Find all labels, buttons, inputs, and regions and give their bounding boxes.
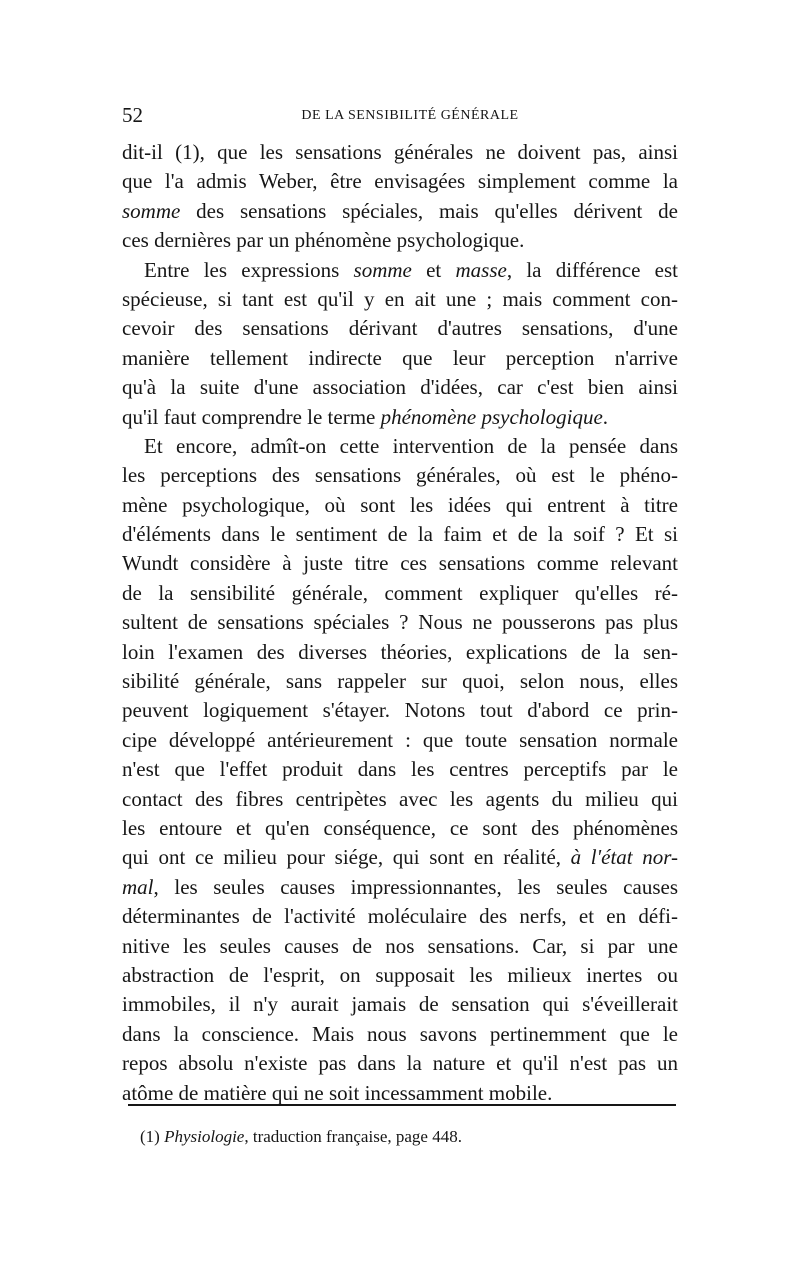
- text-line: dit-il (1), que les sensations générales ne doivent pas, ainsi: [122, 140, 678, 164]
- body-text: [122, 138, 678, 1108]
- text-line: que l'a admis Weber, être envisagées simplement comme la: [122, 169, 678, 194]
- text-line: qu'à la suite d'une association d'idées, car c'est bien ainsi: [122, 375, 678, 400]
- text-line: repos absolu n'existe pas dans la nature et qu'il n'est pas un: [122, 1051, 678, 1076]
- text-line: ces dernières par un phénomène psychologique.: [122, 228, 525, 253]
- text-line: sultent de sensations spéciales ? Nous ne pousserons pas plus: [122, 610, 678, 635]
- text-line: mène psychologique, où sont les idées qui entrent à titre: [122, 492, 678, 517]
- text-line: les perceptions des sensations générales, où est le phéno-: [122, 463, 678, 488]
- text-line: contact des fibres centripètes avec les agents du milieu qui: [122, 786, 678, 811]
- page-number: 52: [122, 103, 143, 127]
- footnote-divider: [128, 1104, 676, 1106]
- text-line: n'est que l'effet produit dans les centres perceptifs par le: [122, 757, 678, 782]
- text-line: peuvent logiquement s'étayer. Notons tout d'abord ce prin-: [122, 698, 678, 723]
- text-line: cevoir des sensations dérivant d'autres sensations, d'une: [122, 316, 678, 341]
- text-line: somme des sensations spéciales, mais qu'elles dérivent de: [122, 198, 678, 223]
- text-line: cipe développé antérieurement : que toute sensation normale: [122, 727, 678, 752]
- text-line: atôme de matière qui ne soit incessamment mobile.: [122, 1080, 553, 1105]
- text-line: Entre les expressions somme et masse, la différence est: [144, 257, 678, 282]
- text-line: Et encore, admît-on cette intervention de la pensée dans: [144, 433, 678, 458]
- text-line: sibilité générale, sans rappeler sur quoi, selon nous, elles: [122, 669, 678, 694]
- text-line: manière tellement indirecte que leur perception n'arrive: [122, 345, 678, 370]
- text-line: qui ont ce milieu pour siége, qui sont en réalité, à l'état nor-: [122, 845, 679, 870]
- text-line: d'éléments dans le sentiment de la faim et de la soif ? Et si: [122, 522, 678, 547]
- text-line: immobiles, il n'y aurait jamais de sensation qui s'éveillerait: [122, 992, 678, 1017]
- text-line: spécieuse, si tant est qu'il y en ait une ; mais comment con-: [122, 286, 678, 311]
- text-line: abstraction de l'esprit, on supposait les milieux inertes ou: [122, 962, 678, 987]
- text-line: loin l'examen des diverses théories, explications de la sen-: [122, 639, 678, 664]
- text-line: qu'il faut comprendre le terme phénomène psychologique.: [122, 404, 609, 429]
- text-line: Wundt considère à juste titre ces sensations comme relevant: [122, 551, 678, 576]
- text-line: nitive les seules causes de nos sensations. Car, si par une: [122, 933, 678, 958]
- running-head: [122, 104, 678, 126]
- text-line: de la sensibilité générale, comment expliquer qu'elles ré-: [122, 580, 678, 605]
- text-line: dans la conscience. Mais nous savons pertinemment que le: [122, 1021, 678, 1046]
- running-title: DE LA SENSIBILITÉ GÉNÉRALE: [301, 108, 519, 123]
- text-line: mal, les seules causes impressionnantes, les seules causes: [122, 874, 678, 899]
- footnote: (1) Physiologie, traduction française, page 448.: [140, 1127, 462, 1146]
- text-line: les entoure et qu'en conséquence, ce sont des phénomènes: [122, 815, 678, 840]
- text-line: déterminantes de l'activité moléculaire des nerfs, et en défi-: [122, 904, 678, 929]
